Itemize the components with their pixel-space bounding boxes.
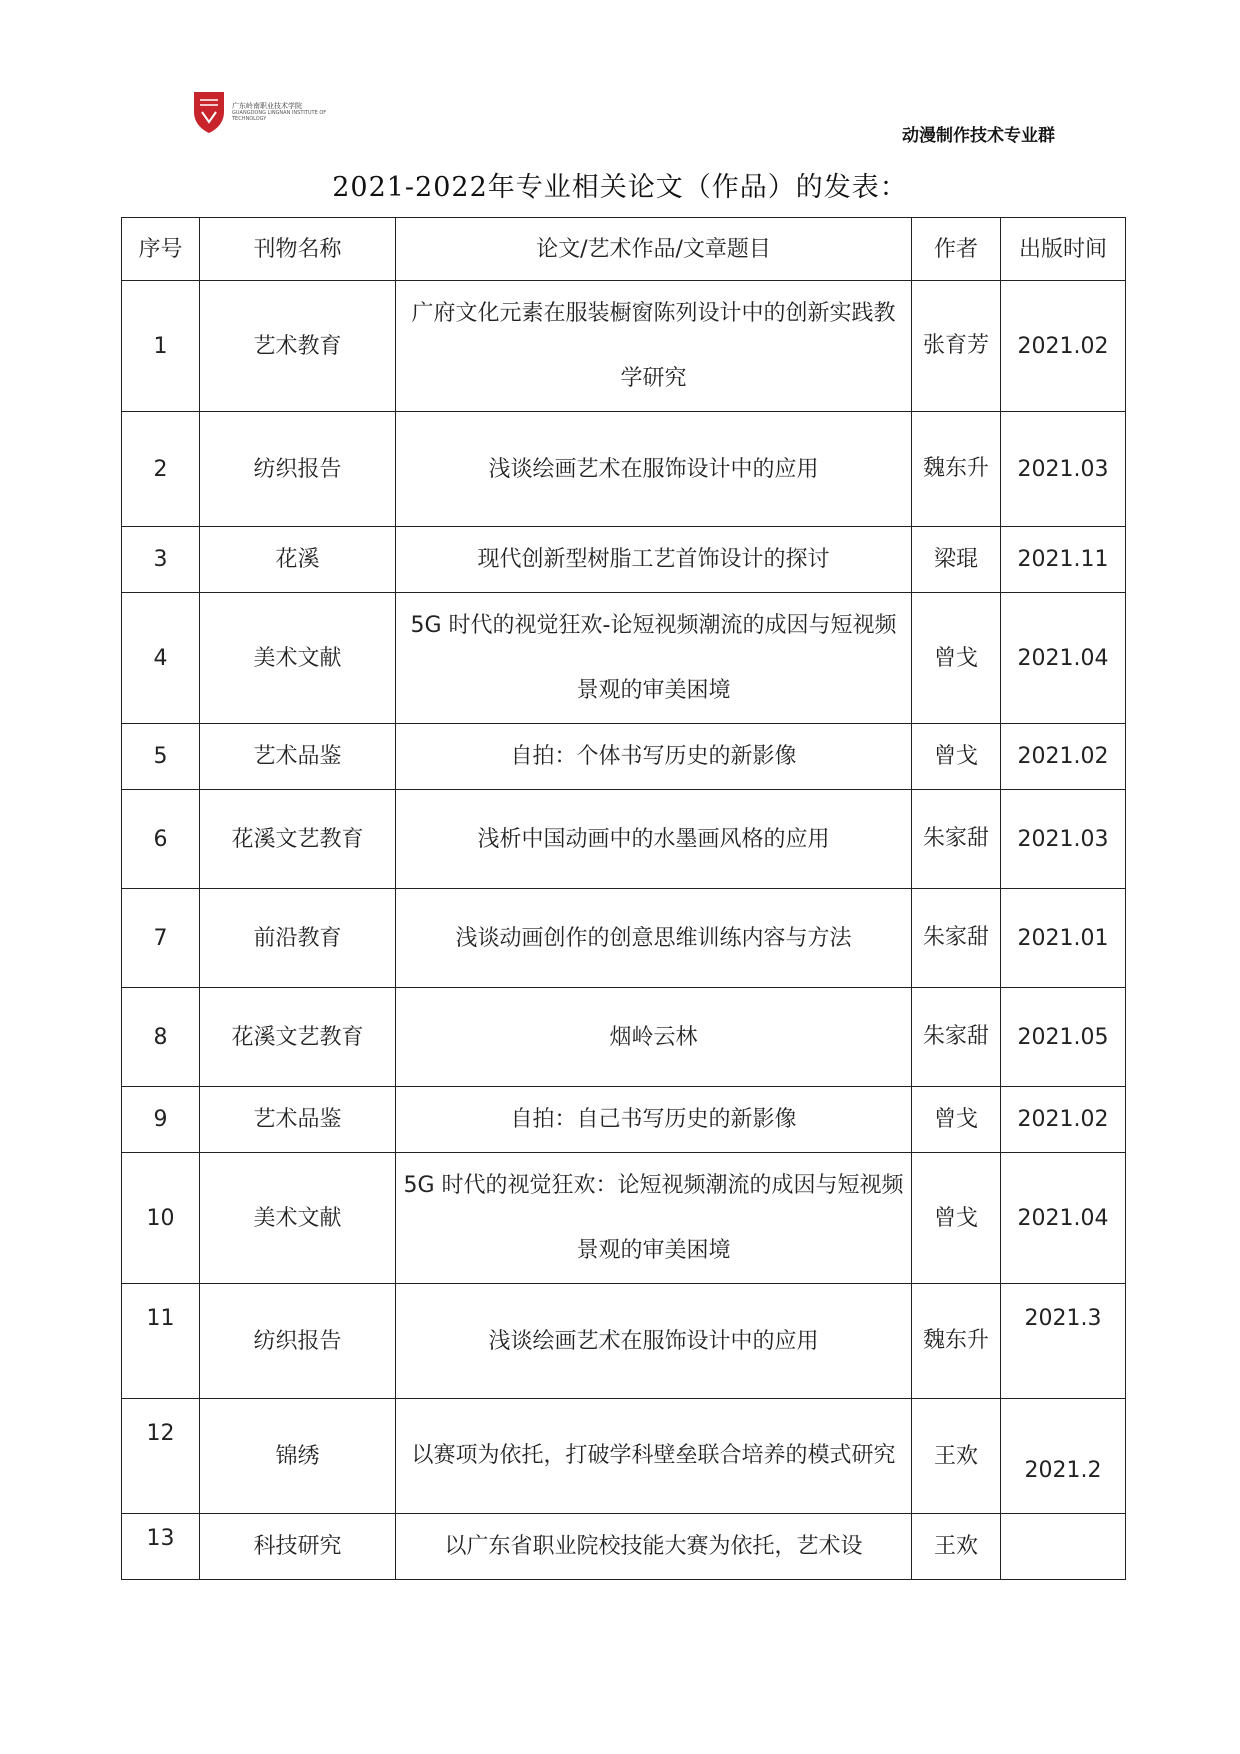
row-author: 朱家甜 <box>912 889 1001 988</box>
row-date: 2021.3 <box>1001 1284 1126 1399</box>
row-author: 王欢 <box>912 1399 1001 1514</box>
table-row <box>122 281 1126 412</box>
row-title: 自拍：个体书写历史的新影像 <box>396 724 912 790</box>
row-no: 4 <box>122 593 200 724</box>
table-row <box>122 1514 1126 1580</box>
row-no: 7 <box>122 889 200 988</box>
row-journal: 美术文献 <box>200 593 396 724</box>
row-author: 朱家甜 <box>912 790 1001 889</box>
college-logo <box>192 90 327 134</box>
row-journal: 花溪文艺教育 <box>200 988 396 1087</box>
table-row <box>122 889 1126 988</box>
row-journal: 美术文献 <box>200 1153 396 1284</box>
row-title: 以赛项为依托，打破学科壁垒联合培养的模式研究 <box>396 1399 912 1514</box>
row-author: 梁琨 <box>912 527 1001 593</box>
table-row <box>122 988 1126 1087</box>
col-header-no: 序号 <box>122 218 200 281</box>
row-journal: 纺织报告 <box>200 412 396 527</box>
row-date: 2021.04 <box>1001 1153 1126 1284</box>
row-date: 2021.02 <box>1001 1087 1126 1153</box>
row-title: 自拍：自己书写历史的新影像 <box>396 1087 912 1153</box>
row-journal: 艺术教育 <box>200 281 396 412</box>
publications-table <box>121 217 1126 1580</box>
row-title: 浅谈绘画艺术在服饰设计中的应用 <box>396 1284 912 1399</box>
row-no: 8 <box>122 988 200 1087</box>
row-no: 13 <box>122 1514 200 1580</box>
row-no: 10 <box>122 1153 200 1284</box>
row-title: 以广东省职业院校技能大赛为依托，艺术设 <box>396 1514 912 1580</box>
row-date: 2021.01 <box>1001 889 1126 988</box>
row-title: 浅析中国动画中的水墨画风格的应用 <box>396 790 912 889</box>
table-row <box>122 1399 1126 1514</box>
row-title: 广府文化元素在服装橱窗陈列设计中的创新实践教学研究 <box>396 281 912 412</box>
row-journal: 花溪 <box>200 527 396 593</box>
row-author: 魏东升 <box>912 412 1001 527</box>
row-no: 1 <box>122 281 200 412</box>
row-author: 曾戈 <box>912 724 1001 790</box>
row-author: 曾戈 <box>912 1153 1001 1284</box>
department-name: 动漫制作技术专业群 <box>902 126 1055 146</box>
row-no: 6 <box>122 790 200 889</box>
row-date: 2021.02 <box>1001 724 1126 790</box>
table-row <box>122 1087 1126 1153</box>
row-author: 曾戈 <box>912 593 1001 724</box>
page-title: 2021-2022年专业相关论文（作品）的发表： <box>332 172 908 203</box>
table-row <box>122 1153 1126 1284</box>
col-header-title: 论文/艺术作品/文章题目 <box>396 218 912 281</box>
row-no: 2 <box>122 412 200 527</box>
row-title: 5G 时代的视觉狂欢-论短视频潮流的成因与短视频景观的审美困境 <box>396 593 912 724</box>
col-header-author: 作者 <box>912 218 1001 281</box>
row-no: 9 <box>122 1087 200 1153</box>
row-date: 2021.2 <box>1001 1399 1126 1514</box>
row-no: 3 <box>122 527 200 593</box>
row-journal: 纺织报告 <box>200 1284 396 1399</box>
row-author: 魏东升 <box>912 1284 1001 1399</box>
college-emblem-icon <box>192 90 226 134</box>
row-author: 朱家甜 <box>912 988 1001 1087</box>
col-header-date: 出版时间 <box>1001 218 1126 281</box>
row-date: 2021.02 <box>1001 281 1126 412</box>
row-date: 2021.03 <box>1001 790 1126 889</box>
row-no: 11 <box>122 1284 200 1399</box>
table-row <box>122 724 1126 790</box>
row-journal: 锦绣 <box>200 1399 396 1514</box>
table-row <box>122 412 1126 527</box>
row-title: 现代创新型树脂工艺首饰设计的探讨 <box>396 527 912 593</box>
row-no: 5 <box>122 724 200 790</box>
row-date: 2021.04 <box>1001 593 1126 724</box>
row-title: 浅谈动画创作的创意思维训练内容与方法 <box>396 889 912 988</box>
table-row <box>122 790 1126 889</box>
logo-chinese-name: 广东岭南职业技术学院 <box>232 101 302 110</box>
table-row <box>122 527 1126 593</box>
row-journal: 花溪文艺教育 <box>200 790 396 889</box>
row-author: 王欢 <box>912 1514 1001 1580</box>
row-title: 浅谈绘画艺术在服饰设计中的应用 <box>396 412 912 527</box>
table-row <box>122 593 1126 724</box>
table-header-row <box>122 218 1126 281</box>
row-title: 烟岭云林 <box>396 988 912 1087</box>
row-journal: 科技研究 <box>200 1514 396 1580</box>
row-date: 2021.11 <box>1001 527 1126 593</box>
row-title: 5G 时代的视觉狂欢：论短视频潮流的成因与短视频景观的审美困境 <box>396 1153 912 1284</box>
col-header-journal: 刊物名称 <box>200 218 396 281</box>
row-no: 12 <box>122 1399 200 1514</box>
row-author: 曾戈 <box>912 1087 1001 1153</box>
row-journal: 艺术品鉴 <box>200 1087 396 1153</box>
row-date <box>1001 1514 1126 1580</box>
row-author: 张育芳 <box>912 281 1001 412</box>
logo-english-name: GUANGDONG LINGNAN INSTITUTE OF TECHNOLOGY <box>232 110 327 123</box>
table-row <box>122 1284 1126 1399</box>
row-date: 2021.05 <box>1001 988 1126 1087</box>
row-journal: 前沿教育 <box>200 889 396 988</box>
row-date: 2021.03 <box>1001 412 1126 527</box>
row-journal: 艺术品鉴 <box>200 724 396 790</box>
